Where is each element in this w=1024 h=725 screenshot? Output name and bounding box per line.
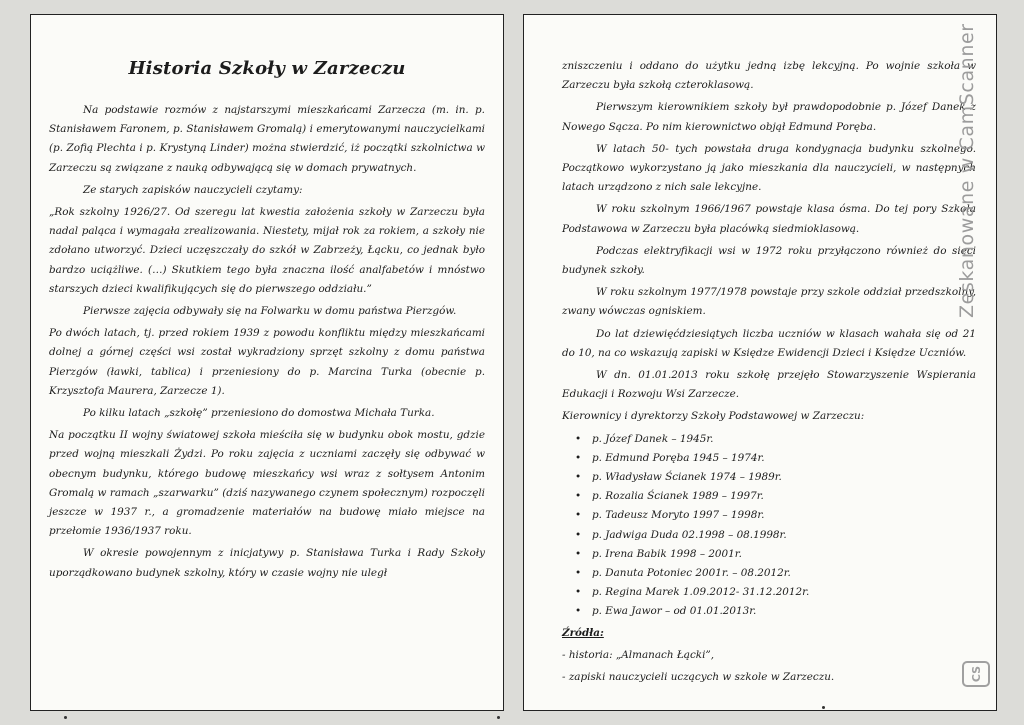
right-page xyxy=(523,14,997,711)
sources-title: Źródła: xyxy=(562,626,604,639)
postwar-paragraph: W okresie powojennym z inicjatywy p. Stanisława Turka i Rady Szkoły uporządkowano budynek szkolny, który w czasie wojny nie uległ xyxy=(49,547,485,579)
heads-list xyxy=(562,430,976,622)
scan-speck xyxy=(64,716,67,719)
association-paragraph: W dn. 01.01.2013 roku szkołę przejęło Stowarzyszenie Wspierania Edukacji i Rozwoju Wsi Zarzecze. xyxy=(562,369,976,401)
document-title: Historia Szkoły w Zarzeczu xyxy=(128,58,406,79)
list-item: • p. Ewa Jawor – od 01.01.2013r. xyxy=(562,602,976,621)
left-page xyxy=(30,14,504,711)
quote-paragraph: „Rok szkolny 1926/27. Od szeregu lat kwestia założenia szkoły w Zarzeczu była nadal paląca i wymagała zrealizowania. Niestety, mijał rok za rokiem, a szkoły nie zdołano utworzyć. Dzieci uczęszczały do szkół w Zabrzeży, Łącku, co jednak było bardzo uciążliwe. (…) Skutkiem tego była znaczna ilość analfabetów i mnóstwo starszych dzieci kwalifikujących się do pierwszego oddziału.” xyxy=(49,206,485,295)
source-item: - zapiski nauczycieli uczących w szkole w Zarzeczu. xyxy=(562,671,835,684)
intro-paragraph: Na podstawie rozmów z najstarszymi mieszkańcami Zarzecza (m. in. p. Stanisławem Faronem, p. Stanisławem Gromalą) i emerytowanymi nauczycielkami (p. Zofią Plechta i p. Krystyną Linder) można stwierdzić, iż początki szkolnictwa w Zarzeczu są związane z nauką odbywającą się w domach prywatnych. xyxy=(49,104,485,174)
conflict-paragraph: Po dwóch latach, tj. przed rokiem 1939 z powodu konfliktu między mieszkańcami dolnej a górnej części wsi został wykradziony sprzęt szkolny z domu państwa Pierzgów (ławki, tablica) i przeniesiony do p. Marcina Turka (obecnie p. Krzysztofa Maurera, Zarzecze 1). xyxy=(49,327,485,397)
scan-speck xyxy=(822,706,825,709)
eighth-grade-paragraph: W roku szkolnym 1966/1967 powstaje klasa ósma. Do tej pory Szkoła Podstawowa w Zarzeczu była placówką siedmioklasową. xyxy=(562,203,976,235)
preschool-paragraph: W roku szkolnym 1977/1978 powstaje przy szkole oddział przedszkolny, zwany wówczas ogniskiem. xyxy=(562,286,976,318)
electrification-paragraph: Podczas elektryfikacji wsi w 1972 roku przyłączono również do sieci budynek szkoły. xyxy=(562,244,976,277)
list-item: • p. Józef Danek – 1945r. xyxy=(562,430,976,449)
continuation-paragraph: zniszczeniu i oddano do użytku jedną izbę lekcyjną. Po wojnie szkoła w Zarzeczu była szkołą czteroklasową. xyxy=(562,60,976,92)
list-item: • p. Regina Marek 1.09.2012- 31.12.2012r. xyxy=(562,583,976,602)
list-item: • p. Tadeusz Moryto 1997 – 1998r. xyxy=(562,506,976,525)
pupil-count-paragraph: Do lat dziewięćdziesiątych liczba uczniów w klasach wahała się od 21 do 10, na co wskazują zapiski w Księdze Ewidencji Dzieci i Księdze Uczniów. xyxy=(562,327,976,359)
source-item: - historia: „Almanach Łącki”, xyxy=(562,648,715,661)
list-item: • p. Edmund Poręba 1945 – 1974r. xyxy=(562,449,976,468)
scanner-watermark: Zeskanowane w CamScanner xyxy=(956,23,978,318)
second-floor-paragraph: W latach 50- tych powstała druga kondygnacja budynku szkolnego. Początkowo wykorzystano ją jako mieszkania dla nauczycieli, w następnych latach urządzono z nich sale lekcyjne. xyxy=(562,142,976,194)
right-page-body xyxy=(562,57,976,690)
war-paragraph: Na początku II wojny światowej szkoła mieściła się w budynku obok mostu, gdzie przed wojną mieszkali Żydzi. Po roku zajęcia z uczniami zaczęły się odbywać w obecnym budynku, którego budowę mieszkańcy wsi wraz z sołtysem Antonim Gromalą w ramach „szarwarku” (dziś nazywanego czynem społecznym) rozpoczęli jeszcze w 1937 r., a gromadzenie materiałów na budowę miało miejsce na przełomie 1936/1937 roku. xyxy=(49,429,485,538)
list-item: • p. Rozalia Ścianek 1989 – 1997r. xyxy=(562,487,976,506)
first-head-paragraph: Pierwszym kierownikiem szkoły był prawdopodobnie p. Józef Danek z Nowego Sącza. Po nim kierownictwo objął Edmund Poręba. xyxy=(562,101,976,133)
heads-list-title: Kierownicy i dyrektorzy Szkoły Podstawowej w Zarzeczu: xyxy=(562,410,865,423)
list-item: • p. Władysław Ścianek 1974 – 1989r. xyxy=(562,468,976,487)
list-item: • p. Danuta Potoniec 2001r. – 08.2012r. xyxy=(562,564,976,583)
scan-speck xyxy=(497,716,500,719)
list-item: • p. Jadwiga Duda 02.1998 – 08.1998r. xyxy=(562,526,976,545)
list-item: • p. Irena Babik 1998 – 2001r. xyxy=(562,545,976,564)
notes-intro-paragraph: Ze starych zapisków nauczycieli czytamy: xyxy=(83,183,303,196)
relocation-paragraph: Po kilku latach „szkołę” przeniesiono do domostwa Michała Turka. xyxy=(83,407,435,420)
camscanner-logo-icon: CS xyxy=(962,661,990,687)
first-classes-paragraph: Pierwsze zajęcia odbywały się na Folwarku w domu państwa Pierzgów. xyxy=(83,305,457,318)
left-page-body xyxy=(49,101,485,586)
